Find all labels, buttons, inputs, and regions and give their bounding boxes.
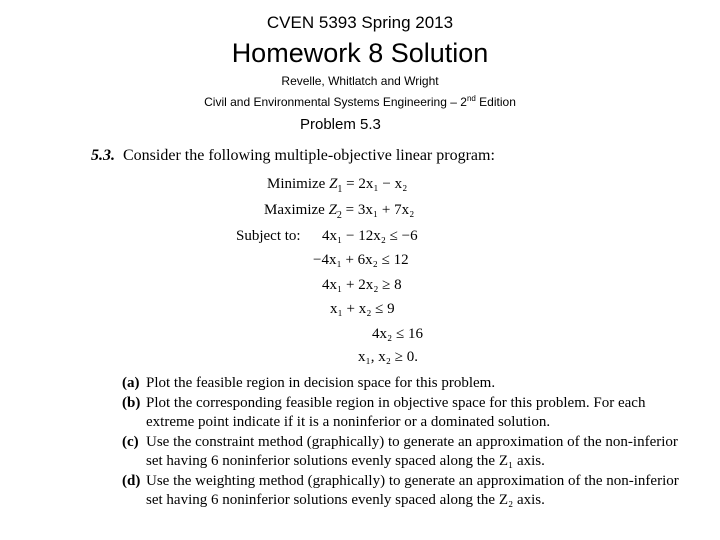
objective-lhs-sub: 1 [337,184,343,195]
problem-heading: Problem 5.3 [300,116,381,133]
problem-number: 5.3. [91,147,115,164]
constraint-2: −4x₁ + 6x₂ ≤ 12 [313,252,409,268]
part-label: (c) [122,434,139,450]
part-text: Plot the feasible region in decision space for this problem. [146,375,496,391]
objective-maximize [264,202,414,221]
objective-rhs: = 3x₁ + 7x₂ [345,202,415,218]
objective-minimize [267,176,407,195]
authors-line: Revelle, Whitlatch and Wright [281,74,439,88]
part-label: (b) [122,395,141,411]
objective-label: Maximize [264,202,325,218]
course-title: CVEN 5393 Spring 2013 [266,13,454,32]
part-d [122,472,692,510]
page-title: Homework 8 Solution [231,38,489,68]
constraint-5: 4x₂ ≤ 16 [372,326,423,342]
part-label: (d) [122,473,141,489]
constraint-1: 4x₁ − 12x₂ ≤ −6 [322,228,418,244]
problem-parts [122,374,692,511]
edition-prefix: Civil and Environmental Systems Engineering – 2 [204,95,467,109]
problem-intro [91,147,495,165]
edition-superscript: nd [466,94,476,103]
edition-line [0,94,720,109]
constraint-6: x₁, x₂ ≥ 0. [358,349,418,365]
objective-label: Minimize [267,176,326,192]
objective-rhs: = 2x₁ − x₂ [346,176,408,192]
edition-suffix: Edition [475,95,516,109]
part-text: Use the constraint method (graphically) to generate an approximation of the non-inferior set having 6 noninferior solutions evenly spaced along the Z₁ axis. [146,434,678,469]
part-b [122,394,692,432]
objective-lhs-sub: 2 [336,210,342,221]
objective-lhs: Z [329,176,338,192]
part-label: (a) [122,375,140,391]
part-text: Plot the corresponding feasible region in objective space for this problem. For each extreme point indicate if it is a noninferior or a dominated solution. [146,395,646,430]
problem-intro-text: Consider the following multiple-objective linear program: [123,147,495,164]
constraint-4: x₁ + x₂ ≤ 9 [330,301,395,317]
part-a [122,374,692,393]
subject-to-label: Subject to: [236,228,301,244]
part-text: Use the weighting method (graphically) to generate an approximation of the non-inferior set having 6 noninferior solutions evenly spaced along the Z₂ axis. [146,473,679,508]
part-c [122,433,692,471]
constraint-3: 4x₁ + 2x₂ ≥ 8 [322,277,402,293]
objective-lhs: Z [328,202,337,218]
